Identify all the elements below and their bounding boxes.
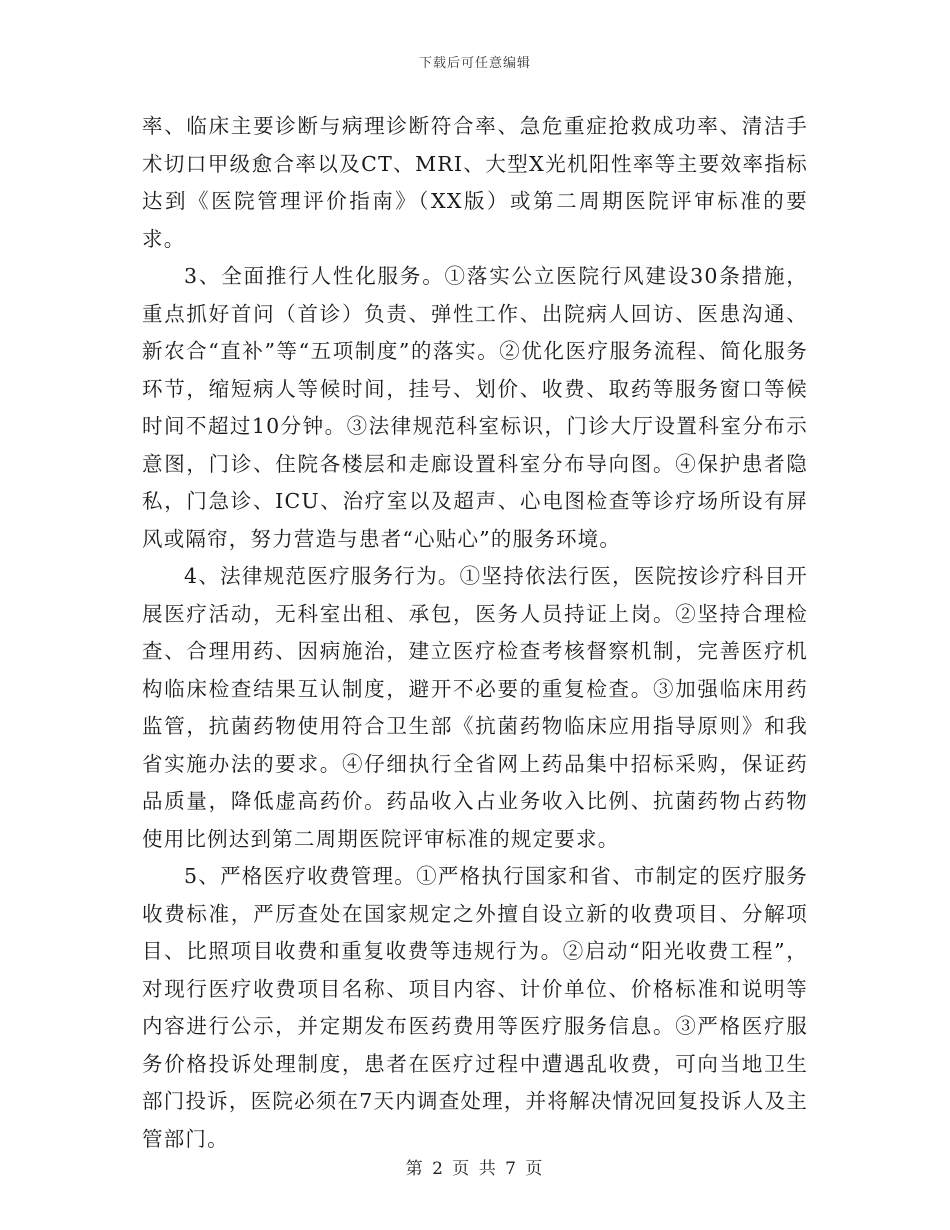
paragraph-section-4: 4、法律规范医疗服务行为。①坚持依法行医，医院按诊疗科目开展医疗活动，无科室出租、承包，医务人员持证上岗。②坚持合理检查、合理用药、因病施治，建立医疗检查考核督察机制，完善医疗机构临床检查结果互认制度，避开不必要的重复检查。③加强临床用药监管，抗菌药物使用符合卫生部《抗菌药物临床应用指导原则》和我省实施办法的要求。④仔细执行全省网上药品集中招标采购，保证药品质量，降低虚高药价。药品收入占业务收入比例、抗菌药物占药物使用比例达到第二周期医院评审标准的规定要求。: [142, 564, 808, 851]
page-number: 第 2 页 共 7 页: [405, 1159, 545, 1179]
paragraph-section-3: 3、全面推行人性化服务。①落实公立医院行风建设30条措施，重点抓好首问（首诊）负责、弹性工作、出院病人回访、医患沟通、新农合“直补”等“五项制度”的落实。②优化医疗服务流程、简化服务环节，缩短病人等候时间，挂号、划价、收费、取药等服务窗口等候时间不超过10分钟。③法律规范科室标识，门诊大厅设置科室分布示意图，门诊、住院各楼层和走廊设置科室分布导向图。④保护患者隐私，门急诊、ICU、治疗室以及超声、心电图检查等诊疗场所设有屏风或隔帘，努力营造与患者“心贴心”的服务环境。: [142, 264, 808, 551]
paragraph-section-5: 5、严格医疗收费管理。①严格执行国家和省、市制定的医疗服务收费标准，严厉查处在国家规定之外擅自设立新的收费项目、分解项目、比照项目收费和重复收费等违规行为。②启动“阳光收费工程”，对现行医疗收费项目名称、项目内容、计价单位、价格标准和说明等内容进行公示，并定期发布医药费用等医疗服务信息。③严格医疗服务价格投诉处理制度，患者在医疗过程中遭遇乱收费，可向当地卫生部门投诉，医院必须在7天内调查处理，并将解决情况回复投诉人及主管部门。: [142, 864, 808, 1151]
header-note: 下载后可任意编辑: [418, 56, 531, 71]
document-body: [142, 108, 808, 1158]
paragraph-continuation: 率、临床主要诊断与病理诊断符合率、急危重症抢救成功率、清洁手术切口甲级愈合率以及CT、MRI、大型X光机阳性率等主要效率指标达到《医院管理评价指南》（XX版）或第二周期医院评审标准的要求。: [142, 114, 808, 251]
